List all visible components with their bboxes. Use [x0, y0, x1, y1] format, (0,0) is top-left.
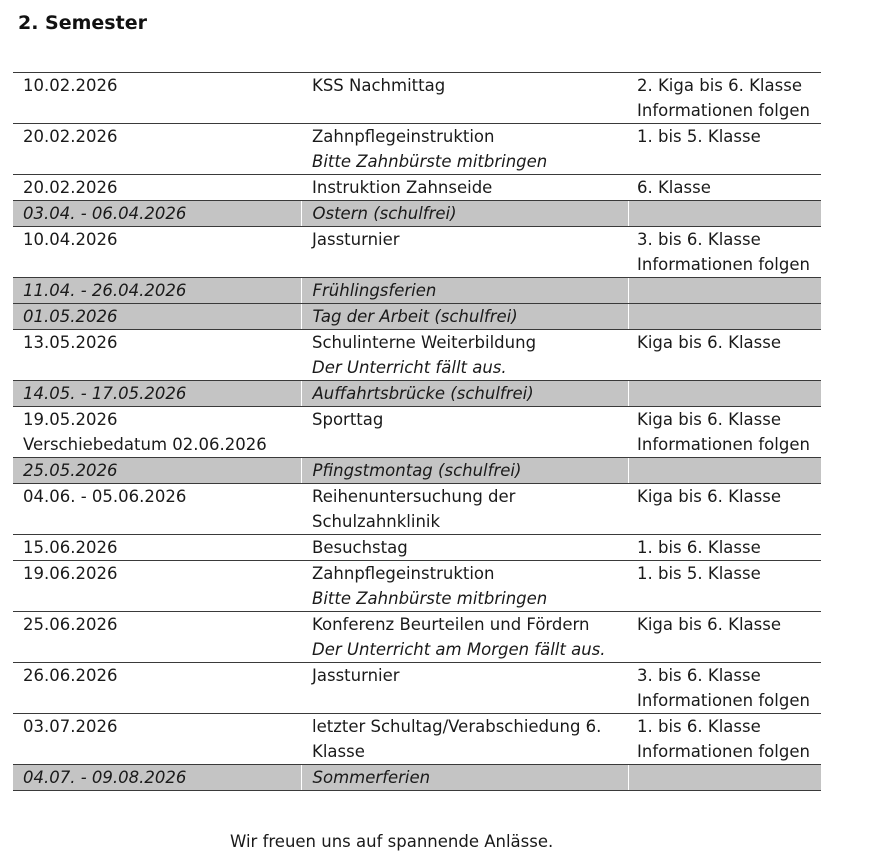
group-text: Informationen folgen [637, 691, 810, 710]
event-title: Klasse [312, 742, 365, 761]
event-row [13, 663, 821, 714]
date-cell [13, 458, 301, 484]
event-title: Sporttag [312, 410, 384, 429]
event-row [13, 124, 821, 175]
schedule-body [13, 73, 821, 791]
group-cell [628, 227, 821, 278]
group-text: Kiga bis 6. Klasse [637, 333, 781, 352]
date-text: 03.07.2026 [23, 717, 118, 736]
group-text: 3. bis 6. Klasse [637, 666, 761, 685]
event-note: Bitte Zahnbürste mitbringen [312, 152, 548, 171]
group-text: Informationen folgen [637, 435, 810, 454]
group-text: 3. bis 6. Klasse [637, 230, 761, 249]
event-title: Schulzahnklinik [312, 512, 441, 531]
event-cell [301, 73, 628, 124]
group-text: Kiga bis 6. Klasse [637, 615, 781, 634]
group-text: Informationen folgen [637, 101, 810, 120]
schedule-table [13, 72, 821, 791]
event-title: KSS Nachmittag [312, 76, 446, 95]
date-text: 03.04. - 06.04.2026 [23, 204, 187, 223]
event-note: Bitte Zahnbürste mitbringen [312, 589, 548, 608]
event-row [13, 330, 821, 381]
group-cell [628, 124, 821, 175]
event-cell [301, 124, 628, 175]
event-title: Instruktion Zahnseide [312, 178, 493, 197]
date-cell [13, 201, 301, 227]
date-cell [13, 714, 301, 765]
group-cell [628, 535, 821, 561]
event-cell [301, 227, 628, 278]
event-title: Zahnpflegeinstruktion [312, 127, 495, 146]
event-row [13, 612, 821, 663]
event-title: Tag der Arbeit (schulfrei) [312, 307, 518, 326]
date-cell [13, 124, 301, 175]
group-text: Informationen folgen [637, 255, 810, 274]
group-cell [628, 561, 821, 612]
date-text: 19.06.2026 [23, 564, 118, 583]
date-cell [13, 175, 301, 201]
holiday-row [13, 201, 821, 227]
group-cell [628, 175, 821, 201]
group-cell [628, 714, 821, 765]
event-row [13, 73, 821, 124]
event-title: Sommerferien [312, 768, 431, 787]
date-text: 04.07. - 09.08.2026 [23, 768, 187, 787]
date-cell [13, 73, 301, 124]
event-row [13, 227, 821, 278]
event-title: Ostern (schulfrei) [312, 204, 457, 223]
date-text: 26.06.2026 [23, 666, 118, 685]
date-cell [13, 535, 301, 561]
group-cell [628, 330, 821, 381]
date-text: 13.05.2026 [23, 333, 118, 352]
date-text: 01.05.2026 [23, 307, 118, 326]
event-cell [301, 330, 628, 381]
holiday-row [13, 304, 821, 330]
event-title: Zahnpflegeinstruktion [312, 564, 495, 583]
event-title: Frühlingsferien [312, 281, 437, 300]
group-text: 6. Klasse [637, 178, 711, 197]
date-text: 25.06.2026 [23, 615, 118, 634]
event-title: Auffahrtsbrücke (schulfrei) [312, 384, 534, 403]
event-note: Der Unterricht am Morgen fällt aus. [312, 640, 606, 659]
date-cell [13, 381, 301, 407]
group-text: Kiga bis 6. Klasse [637, 410, 781, 429]
footer-text: Wir freuen uns auf spannende Anlässe. [230, 832, 554, 851]
event-title: Schulinterne Weiterbildung [312, 333, 537, 352]
event-row [13, 175, 821, 201]
group-cell [628, 201, 821, 227]
date-text: Verschiebedatum 02.06.2026 [23, 435, 267, 454]
date-text: 04.06. - 05.06.2026 [23, 487, 187, 506]
group-cell [628, 381, 821, 407]
date-text: 10.04.2026 [23, 230, 118, 249]
event-cell [301, 714, 628, 765]
group-text: Informationen folgen [637, 742, 810, 761]
event-cell [301, 765, 628, 791]
group-cell [628, 484, 821, 535]
group-cell [628, 407, 821, 458]
date-text: 20.02.2026 [23, 127, 118, 146]
group-cell [628, 304, 821, 330]
event-cell [301, 535, 628, 561]
section-heading: 2. Semester [18, 12, 147, 34]
date-text: 11.04. - 26.04.2026 [23, 281, 187, 300]
date-cell [13, 304, 301, 330]
date-text: 15.06.2026 [23, 538, 118, 557]
event-title: Besuchstag [312, 538, 408, 557]
group-cell [628, 458, 821, 484]
event-cell [301, 175, 628, 201]
event-cell [301, 458, 628, 484]
event-row [13, 407, 821, 458]
group-cell [628, 765, 821, 791]
group-text: 1. bis 6. Klasse [637, 717, 761, 736]
event-cell [301, 561, 628, 612]
event-row [13, 484, 821, 535]
date-text: 14.05. - 17.05.2026 [23, 384, 187, 403]
event-title: letzter Schultag/Verabschiedung 6. [312, 717, 602, 736]
event-cell [301, 278, 628, 304]
event-cell [301, 663, 628, 714]
date-cell [13, 612, 301, 663]
event-row [13, 714, 821, 765]
event-title: Jassturnier [312, 666, 400, 685]
date-text: 25.05.2026 [23, 461, 118, 480]
event-note: Der Unterricht fällt aus. [312, 358, 507, 377]
event-cell [301, 201, 628, 227]
group-cell [628, 612, 821, 663]
event-title: Konferenz Beurteilen und Fördern [312, 615, 590, 634]
date-cell [13, 484, 301, 535]
event-cell [301, 381, 628, 407]
date-cell [13, 278, 301, 304]
date-cell [13, 330, 301, 381]
event-row [13, 535, 821, 561]
date-cell [13, 227, 301, 278]
holiday-row [13, 278, 821, 304]
event-cell [301, 484, 628, 535]
date-cell [13, 561, 301, 612]
date-cell [13, 407, 301, 458]
event-title: Pfingstmontag (schulfrei) [312, 461, 522, 480]
group-text: Kiga bis 6. Klasse [637, 487, 781, 506]
event-title: Jassturnier [312, 230, 400, 249]
date-text: 19.05.2026 [23, 410, 118, 429]
event-cell [301, 407, 628, 458]
date-text: 20.02.2026 [23, 178, 118, 197]
holiday-row [13, 458, 821, 484]
event-cell [301, 612, 628, 663]
group-text: 2. Kiga bis 6. Klasse [637, 76, 802, 95]
date-cell [13, 765, 301, 791]
holiday-row [13, 765, 821, 791]
group-text: 1. bis 6. Klasse [637, 538, 761, 557]
group-cell [628, 663, 821, 714]
group-cell [628, 73, 821, 124]
event-title: Reihenuntersuchung der [312, 487, 516, 506]
event-cell [301, 304, 628, 330]
event-row [13, 561, 821, 612]
date-text: 10.02.2026 [23, 76, 118, 95]
group-text: 1. bis 5. Klasse [637, 564, 761, 583]
group-text: 1. bis 5. Klasse [637, 127, 761, 146]
group-cell [628, 278, 821, 304]
holiday-row [13, 381, 821, 407]
date-cell [13, 663, 301, 714]
